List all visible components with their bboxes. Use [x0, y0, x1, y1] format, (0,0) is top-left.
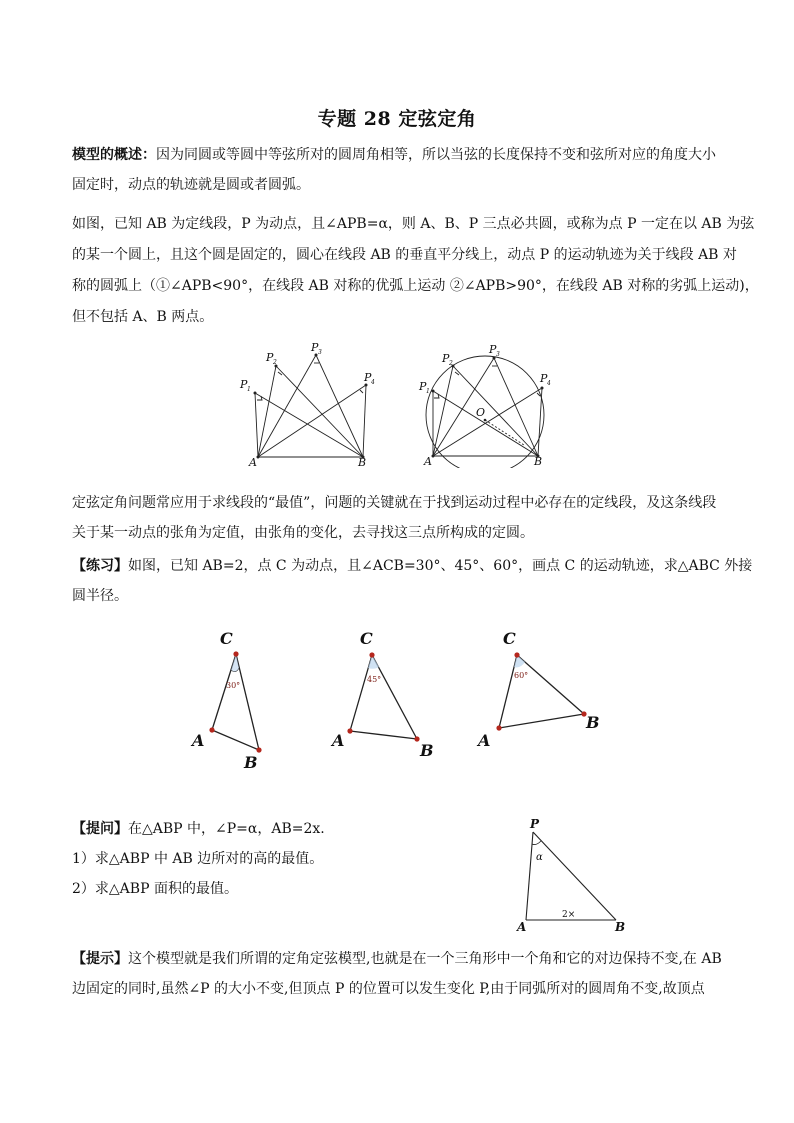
page-title: 专题 28 定弦定角: [317, 108, 477, 130]
circle-point-p4-sub: 4: [547, 380, 551, 387]
circle-center-label: O: [476, 406, 486, 419]
overview-text-line2: 固定时，动点的轨迹就是圆或者圆弧。: [72, 177, 310, 193]
triangle2-angle-label: 45°: [367, 675, 382, 684]
circle-point-p1-sub: 1: [426, 388, 430, 395]
triangle2-a-label: A: [332, 731, 345, 750]
triangle3-a-label: A: [478, 731, 491, 750]
abp-p-label: P: [530, 817, 540, 831]
question-text: 在△ABP 中，∠P=α，AB=2x.: [128, 821, 325, 837]
triangle3-b-label: B: [586, 713, 600, 732]
figure-chord-angle-left: [236, 338, 386, 468]
triangle1-a-label: A: [192, 731, 205, 750]
question-paragraph: [72, 814, 492, 904]
circle-point-p3-sub: 3: [496, 351, 500, 358]
triangle3-angle-label: 60°: [514, 671, 529, 680]
abp-a-label: A: [517, 920, 527, 934]
hint-line2: 边固定的同时,虽然∠P 的大小不变,但顶点 P 的位置可以发生变化 P,由于同弧所对的圆周角不变,故顶点: [72, 981, 705, 997]
figure-chord-angle-circle: [412, 338, 562, 468]
application-line2: 关于某一动点的张角为定值，由张角的变化，去寻找这三点所构成的定圆。: [72, 525, 534, 541]
point-p1-label: P: [240, 378, 248, 391]
intro-paragraph: [72, 209, 759, 333]
abp-side-label: 2×: [562, 910, 576, 920]
circle-point-b-label: B: [534, 455, 543, 468]
point-p3-label: P: [311, 341, 319, 354]
point-p2-sub: 2: [273, 359, 277, 366]
triangle2-c-label: C: [360, 629, 373, 648]
hint-paragraph: [72, 944, 732, 1004]
triangle-30-figure: [186, 622, 276, 772]
circle-point-p2-label: P: [442, 352, 450, 365]
question-item2: 2）求△ABP 面积的最值。: [72, 881, 238, 897]
practice-label: 【练习】: [72, 558, 128, 574]
triangle-60-figure: [472, 622, 612, 762]
question-label: 【提问】: [72, 821, 128, 837]
triangle1-c-label: C: [220, 629, 233, 648]
point-b-label: B: [358, 456, 367, 468]
circle-point-p1-label: P: [419, 380, 427, 393]
overview-text-line1: 因为同圆或等圆中等弦所对的圆周角相等，所以当弦的长度保持不变和弦所对应的角度大小: [156, 147, 716, 163]
hint-label: 【提示】: [72, 951, 128, 967]
application-paragraph: [72, 488, 732, 548]
triangle2-b-label: B: [420, 741, 434, 760]
intro-line2: 的某一个圆上，且这个圆是固定的，圆心在线段 AB 的垂直平分线上，动点 P 的运动轨迹为关于线段 AB 对: [72, 247, 737, 263]
overview-paragraph: [72, 140, 732, 200]
intro-line1: 如图，已知 AB 为定线段，P 为动点，且∠APB=α，则 A、B、P 三点必共圆，或称为点 P 一定在以 AB 为弦: [72, 216, 755, 232]
abp-b-label: B: [615, 920, 626, 934]
point-a-label: A: [249, 456, 257, 468]
intro-line4: 但不包括 A、B 两点。: [72, 309, 214, 325]
application-line1: 定弦定角问题常应用于求线段的“最值”，问题的关键就在于找到运动过程中必存在的定线段，及这条线段: [72, 495, 717, 511]
point-p1-sub: 1: [247, 386, 251, 393]
point-p3-sub: 3: [318, 349, 322, 356]
practice-paragraph: [72, 551, 753, 611]
point-p4-sub: 4: [371, 379, 375, 386]
abp-alpha-label: α: [536, 852, 543, 863]
question-item1: 1）求△ABP 中 AB 边所对的高的最值。: [72, 851, 324, 867]
circle-point-p3-label: P: [489, 343, 497, 356]
triangle1-b-label: B: [244, 753, 258, 772]
practice-line1: 如图，已知 AB=2，点 C 为动点，且∠ACB=30°、45°、60°，画点 C 的运动轨迹，求△ABC 外接: [128, 558, 753, 574]
circle-point-a-label: A: [424, 455, 432, 468]
triangle3-c-label: C: [503, 629, 516, 648]
triangle1-angle-label: 30°: [226, 681, 241, 690]
point-p4-label: P: [364, 371, 372, 384]
practice-line2: 圆半径。: [72, 588, 128, 604]
circle-point-p4-label: P: [540, 372, 548, 385]
intro-line3: 称的圆弧上（①∠APB<90°，在线段 AB 对称的优弧上运动 ②∠APB>90°，在线段 AB 对称的劣弧上运动)，: [72, 278, 759, 294]
point-p2-label: P: [266, 351, 274, 364]
triangle-abp-figure: [508, 814, 638, 938]
overview-label: 模型的概述：: [72, 147, 156, 163]
circle-point-p2-sub: 2: [449, 360, 453, 367]
hint-line1: 这个模型就是我们所谓的定角定弦模型,也就是在一个三角形中一个角和它的对边保持不变,在 AB: [128, 951, 722, 967]
triangle-45-figure: [326, 622, 436, 772]
